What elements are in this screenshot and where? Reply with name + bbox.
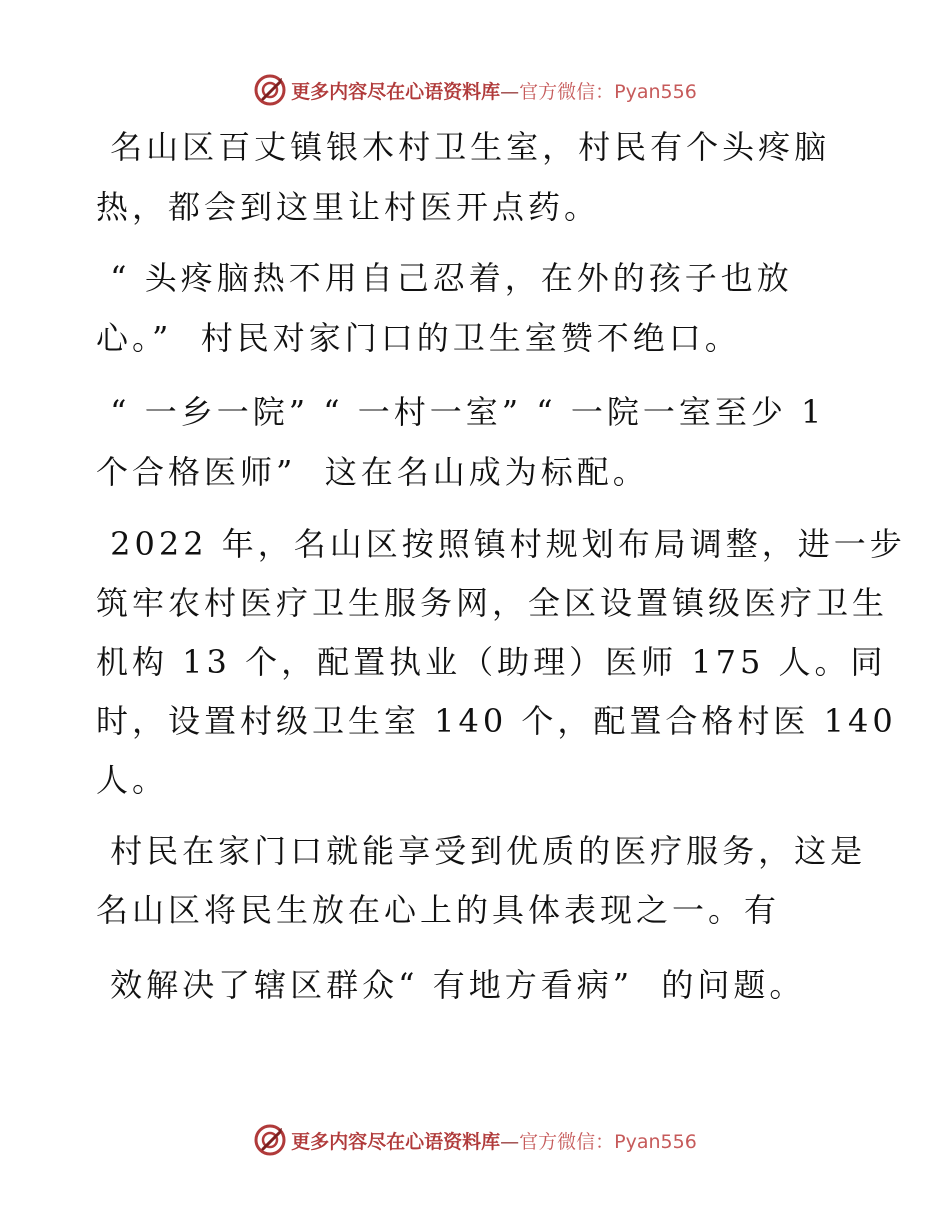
body-line: 2022 年，名山区按照镇村规划布局调整，进一步 [96,525,906,563]
body-line: 人。 [96,761,169,799]
banner-title: 更多内容尽在心语资料库 [291,1130,501,1153]
footer-banner [0,1118,950,1162]
body-line: “ 头疼脑热不用自己忍着，在外的孩子也放 [96,259,793,297]
body-line: 时，设置村级卫生室 140 个，配置合格村医 140 [96,702,897,740]
body-line: 名山区将民生放在心上的具体表现之一。有 [96,891,781,929]
brand-logo-icon [253,1123,287,1157]
body-line: 心。” 村民对家门口的卫生室赞不绝口。 [96,319,741,357]
body-line: “ 一乡一院” “ 一村一室” “ 一院一室至少 1 [96,393,826,431]
banner-title: 更多内容尽在心语资料库 [291,80,501,103]
banner-wechat: 官方微信：Pyan556 [519,80,697,103]
header-banner [0,68,950,112]
banner-separator: — [500,1130,520,1153]
body-line: 效解决了辖区群众“ 有地方看病” 的问题。 [96,966,806,1004]
body-line: 个合格医师” 这在名山成为标配。 [96,453,649,491]
body-line: 名山区百丈镇银木村卫生室，村民有个头疼脑 [96,128,831,166]
banner-separator: — [500,80,520,103]
body-line: 机构 13 个，配置执业（助理）医师 175 人。同 [96,643,887,681]
body-line: 村民在家门口就能享受到优质的医疗服务，这是 [96,832,867,870]
body-line: 热，都会到这里让村医开点药。 [96,188,601,226]
banner-wechat: 官方微信：Pyan556 [519,1130,697,1153]
brand-logo-icon [253,73,287,107]
body-line: 筑牢农村医疗卫生服务网，全区设置镇级医疗卫生 [96,584,889,622]
